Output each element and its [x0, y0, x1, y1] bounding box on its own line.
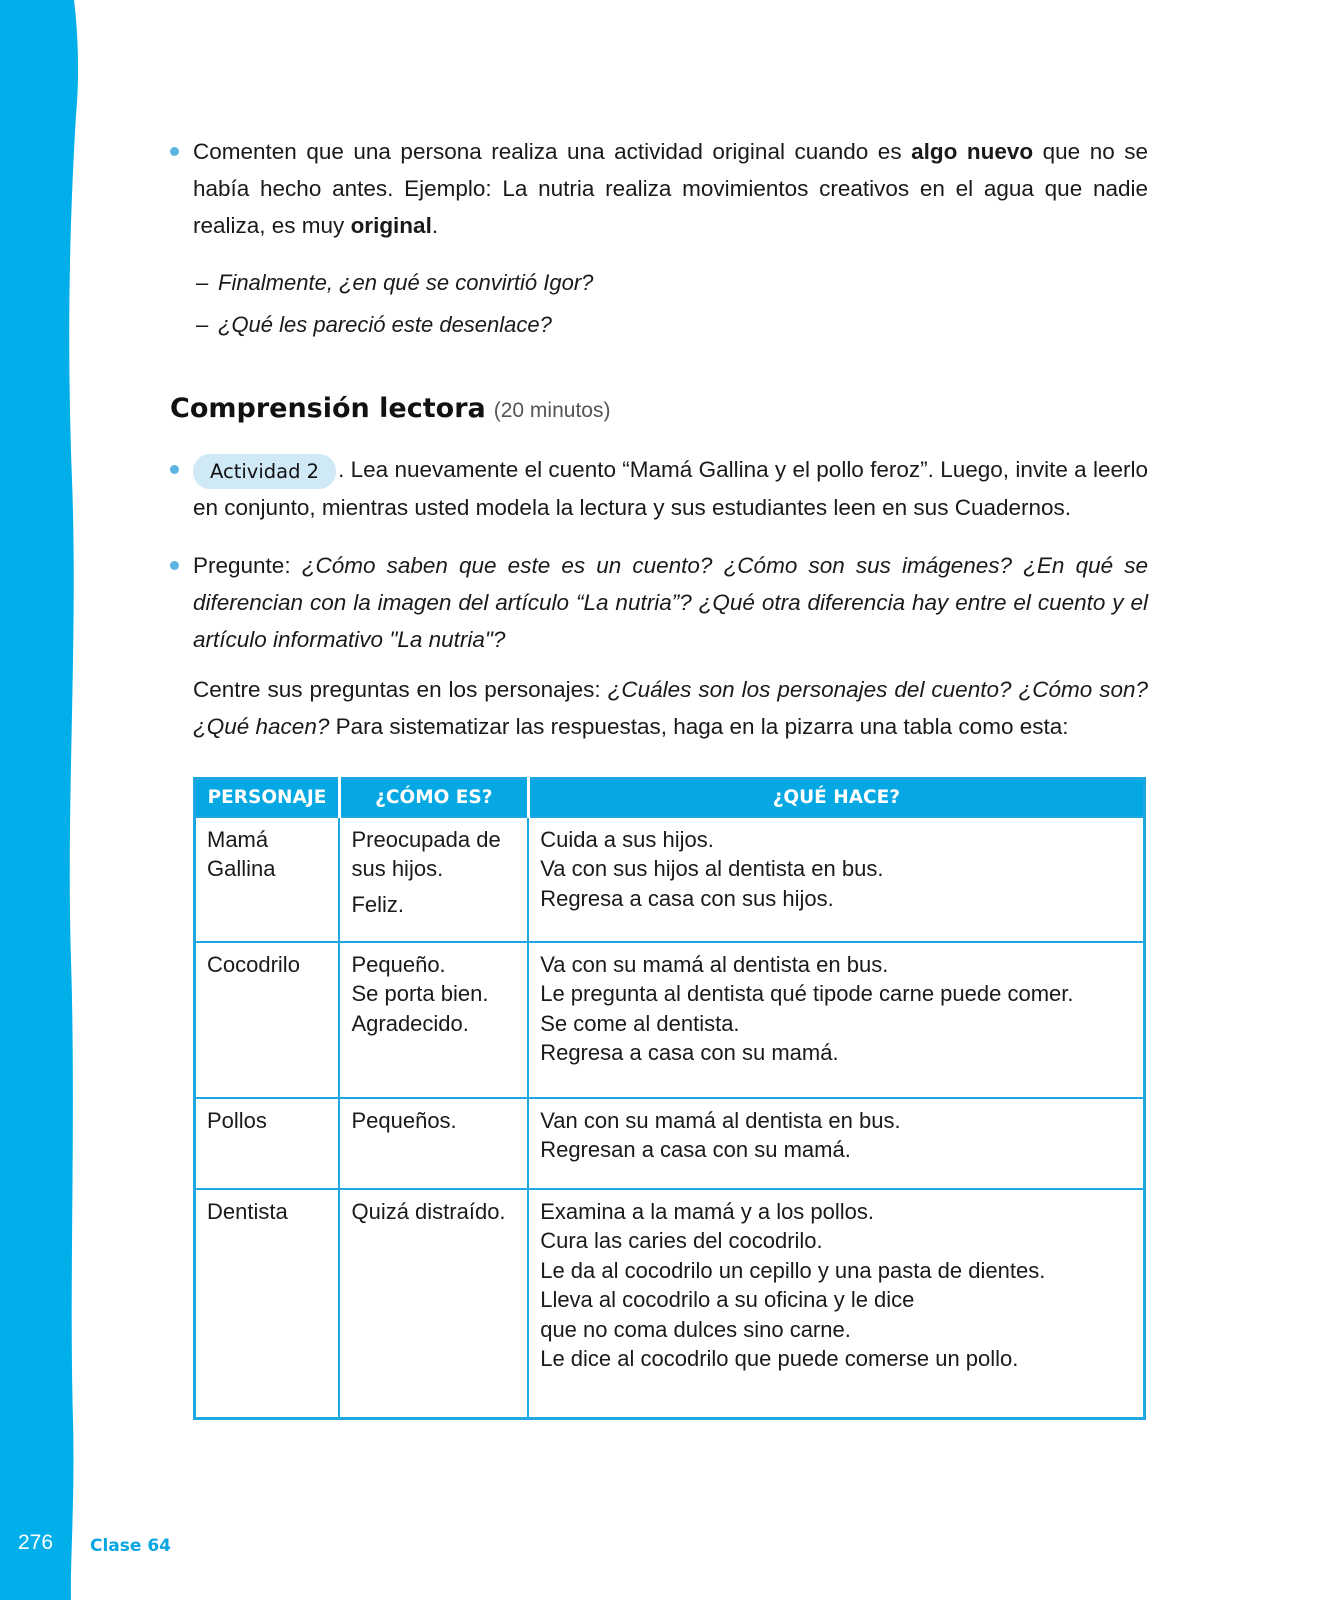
bullet-dot — [170, 561, 179, 570]
cell-como-es: Pequeños. — [339, 1098, 528, 1189]
cell-como-es: Quizá distraído. — [339, 1189, 528, 1419]
section-title: Comprensión lectora — [170, 393, 486, 424]
header-que-hace: ¿QUÉ HACE? — [528, 779, 1144, 817]
cell-que-hace: Va con su mamá al dentista en bus. Le pregunta al dentista qué tipode carne puede comer. Se come al dentista. Regresa a casa con su mamá. — [528, 942, 1144, 1098]
question-line: – Finalmente, ¿en qué se convirtió Igor? — [196, 270, 594, 295]
cell-personaje: Dentista — [195, 1189, 340, 1419]
characters-table — [193, 777, 1146, 1420]
question-line: – ¿Qué les pareció este desenlace? — [196, 312, 552, 337]
cell-personaje: Pollos — [195, 1098, 340, 1189]
table-row — [195, 1098, 1145, 1189]
cell-que-hace: Van con su mamá al dentista en bus. Regresan a casa con su mamá. — [528, 1098, 1144, 1189]
header-como-es: ¿CÓMO ES? — [339, 779, 528, 817]
instruction-paragraph — [170, 671, 1148, 745]
cell-personaje: Cocodrilo — [195, 942, 340, 1098]
header-personaje: PERSONAJE — [195, 779, 340, 817]
bullet-dot — [170, 465, 179, 474]
bullet-original — [170, 133, 1148, 244]
section-heading — [170, 393, 610, 424]
lesson-label: Clase 64 — [90, 1536, 171, 1556]
instruction-text: Centre sus preguntas en los personajes: ¿Cuáles son los personajes del cuento? ¿Cómo son? ¿Qué hacen? Para sistematizar las respuestas, haga en la pizarra una tabla como esta: — [193, 677, 1148, 739]
table-row — [195, 1189, 1145, 1419]
bullet-activity — [170, 451, 1148, 526]
bullet-dot — [170, 147, 179, 156]
cell-como-es: Pequeño. Se porta bien. Agradecido. — [339, 942, 528, 1098]
cell-como-es: Preocupada de sus hijos. Feliz. — [339, 817, 528, 942]
bullet-questions-text: Pregunte: ¿Cómo saben que este es un cuento? ¿Cómo son sus imágenes? ¿En qué se diferencian con la imagen del artículo “La nutria”? ¿Qué otra diferencia hay entre el cuento y el artículo informativo "La nutria"? — [193, 553, 1149, 652]
activity-badge: Actividad 2 — [193, 454, 336, 489]
section-duration: (20 minutos) — [493, 399, 611, 422]
cell-personaje: Mamá Gallina — [195, 817, 340, 942]
page-number: 276 — [18, 1531, 54, 1554]
side-band — [0, 0, 90, 1600]
table-header-row — [195, 779, 1145, 817]
bullet-questions — [170, 547, 1148, 658]
cell-que-hace: Cuida a sus hijos. Va con sus hijos al dentista en bus. Regresa a casa con sus hijos. — [528, 817, 1144, 942]
cell-que-hace: Examina a la mamá y a los pollos. Cura las caries del cocodrilo. Le da al cocodrilo un cepillo y una pasta de dientes. Lleva al cocodrilo a su oficina y le dice que no coma dulces sino carne. Le dice al cocodrilo que puede comerse un pollo. — [528, 1189, 1144, 1419]
bullet-activity-text: Actividad 2 . Lea nuevamente el cuento “Mamá Gallina y el pollo feroz”. Luego, invite a leerlo en conjunto, mientras usted modela la lectura y sus estudiantes leen en sus Cuadernos. — [193, 451, 1148, 526]
table-row — [195, 817, 1145, 942]
table-row — [195, 942, 1145, 1098]
bullet-original-text: Comenten que una persona realiza una actividad original cuando es algo nuevo que no se había hecho antes. Ejemplo: La nutria realiza movimientos creativos en el agua que nadie realiza, es muy original. — [193, 139, 1148, 238]
